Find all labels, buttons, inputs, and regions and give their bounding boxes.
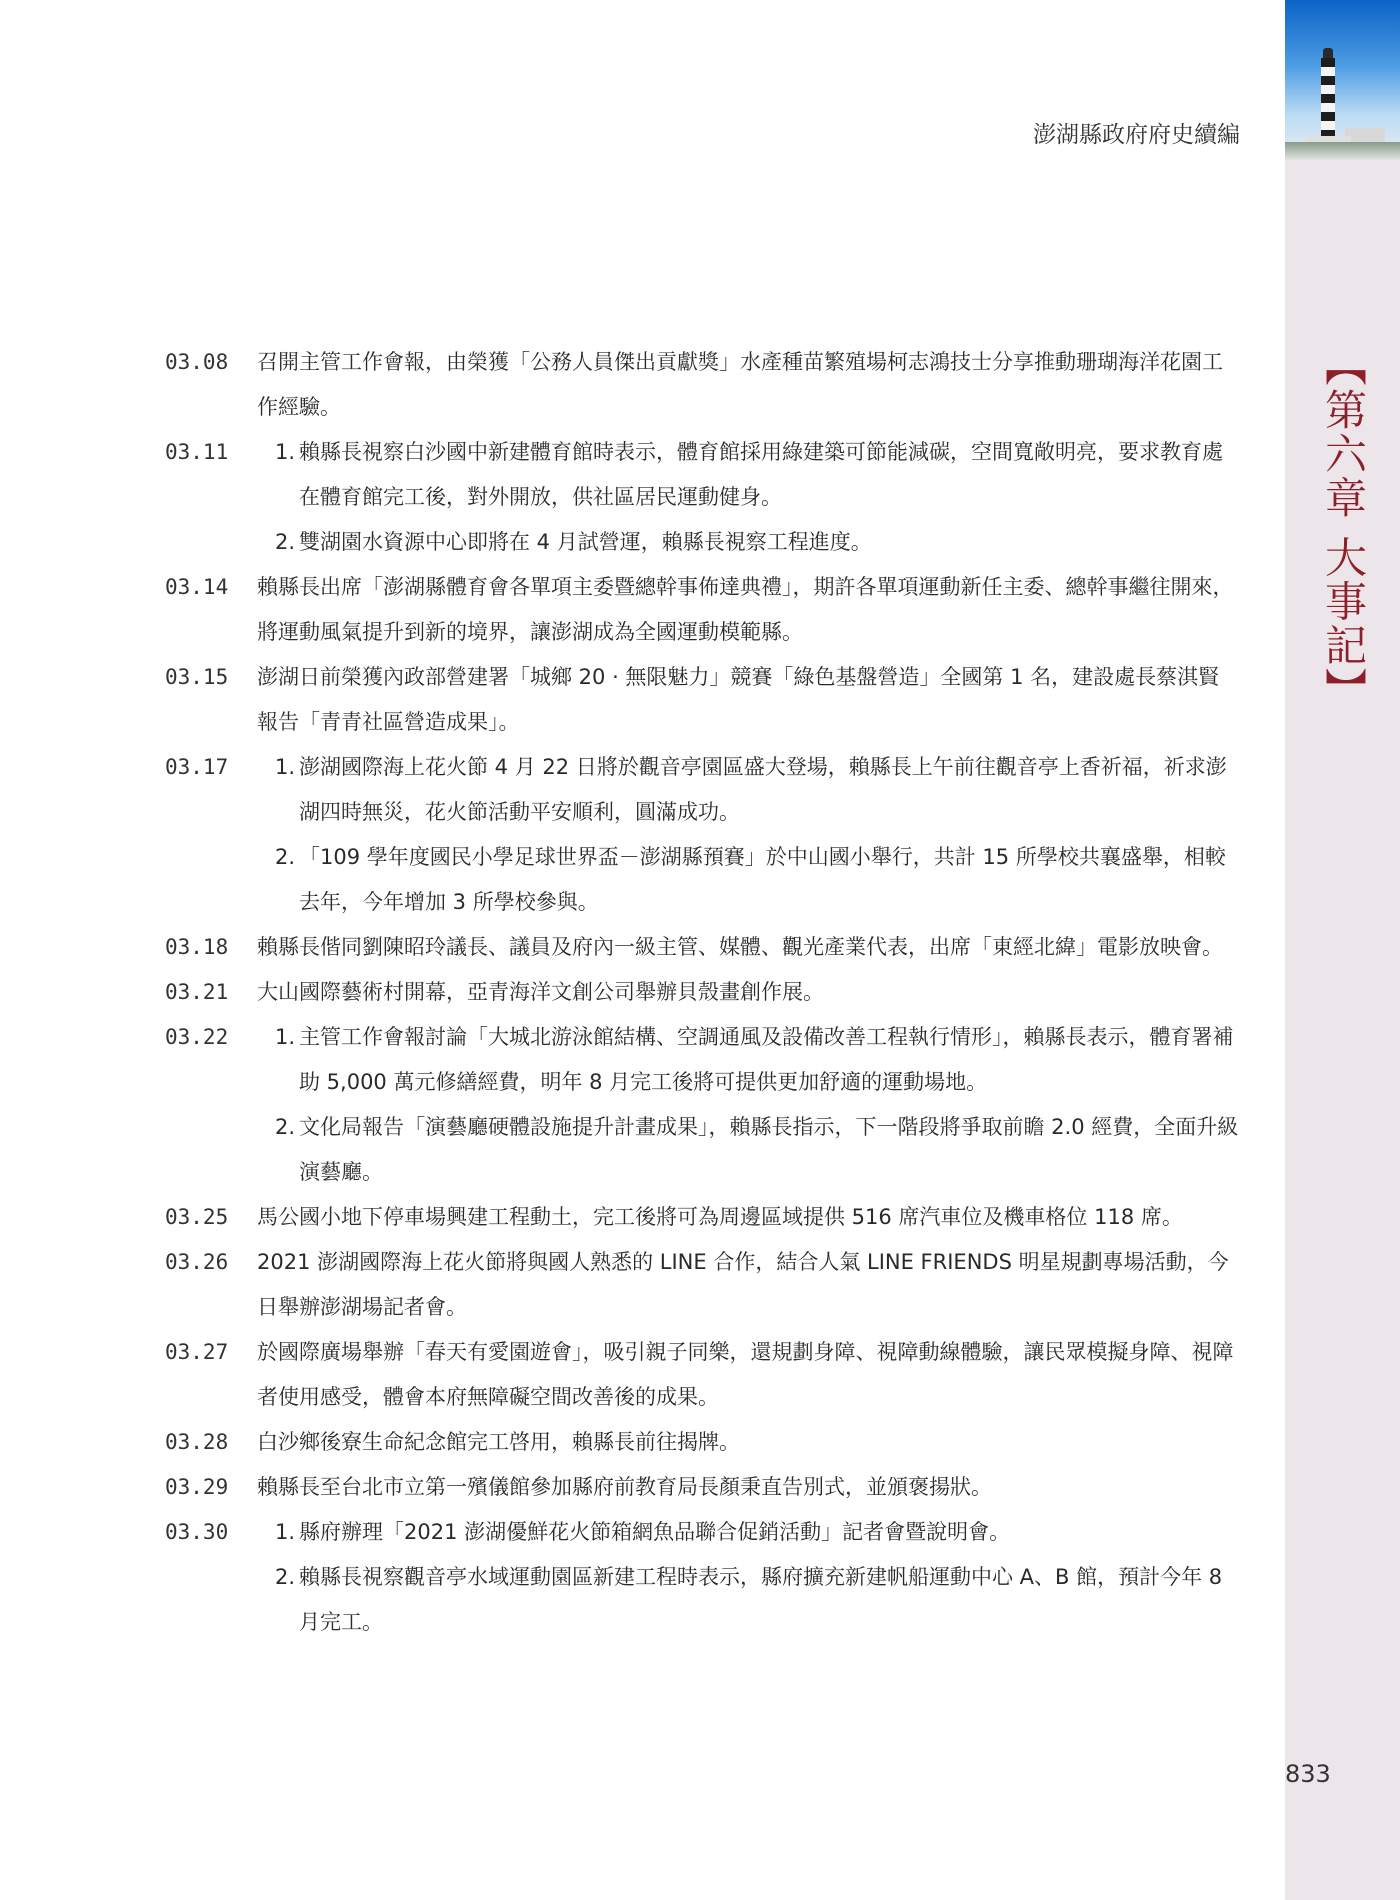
entry-body (257, 340, 1240, 430)
entry-text: 白沙鄉後寮生命紀念館完工啓用，賴縣長前往揭牌。 (257, 1430, 740, 1454)
book-title: 澎湖縣政府府史續編 (1033, 122, 1240, 148)
item-number: 2. (274, 845, 295, 869)
entry-text: 賴縣長偕同劉陳昭玲議長、議員及府內一級主管、媒體、觀光產業代表，出席「東經北緯」電影放映會。 (257, 935, 1223, 959)
entry-body (257, 655, 1240, 745)
chronicle-entry (165, 745, 1240, 925)
item-text: 賴縣長視察觀音亭水域運動園區新建工程時表示，縣府擴充新建帆船運動中心 A、B 館，預計今年 8 月完工。 (299, 1565, 1223, 1634)
entry-date: 03.11 (165, 440, 229, 464)
item-text: 主管工作會報討論「大城北游泳館結構、空調通風及設備改善工程執行情形」，賴縣長表示，體育署補助 5,000 萬元修繕經費，明年 8 月完工後將可提供更加舒適的運動場地。 (299, 1025, 1234, 1094)
entry-date: 03.25 (165, 1205, 229, 1229)
entry-date: 03.15 (165, 665, 229, 689)
item-text: 縣府辦理「2021 澎湖優鮮花火節箱網魚品聯合促銷活動」記者會暨說明會。 (299, 1520, 1011, 1544)
chronicle-list (165, 340, 1240, 1645)
entry-date: 03.18 (165, 935, 229, 959)
entry-item (257, 1105, 1240, 1195)
page-number: 833 (1285, 1760, 1331, 1788)
entry-item (257, 745, 1240, 835)
item-number: 1. (274, 440, 295, 464)
entry-body (257, 565, 1240, 655)
item-number: 1. (274, 755, 295, 779)
entry-body (257, 745, 1240, 925)
entry-text: 賴縣長出席「澎湖縣體育會各單項主委暨總幹事佈達典禮」，期許各單項運動新任主委、總幹事繼往開來，將運動風氣提升到新的境界，讓澎湖成為全國運動模範縣。 (257, 575, 1234, 644)
item-number: 2. (274, 1565, 295, 1589)
entry-text: 澎湖日前榮獲內政部營建署「城鄉 20 · 無限魅力」競賽「綠色基盤營造」全國第 1 名，建設處長蔡淇賢報告「青青社區營造成果」。 (257, 665, 1220, 734)
item-number: 2. (274, 1115, 295, 1139)
entry-item (257, 1015, 1240, 1105)
entry-item (257, 1510, 1240, 1555)
item-text: 賴縣長視察白沙國中新建體育館時表示，體育館採用綠建築可節能減碳，空間寬敞明亮，要求教育處在體育館完工後，對外開放，供社區居民運動健身。 (299, 440, 1223, 509)
chronicle-entry (165, 970, 1240, 1015)
item-number: 2. (274, 530, 295, 554)
entry-date: 03.08 (165, 350, 229, 374)
entry-body (257, 925, 1240, 970)
entry-text: 馬公國小地下停車場興建工程動土，完工後將可為周邊區域提供 516 席汽車位及機車格位 118 席。 (257, 1205, 1183, 1229)
item-number: 1. (274, 1520, 295, 1544)
entry-body (257, 430, 1240, 565)
entry-date: 03.27 (165, 1340, 229, 1364)
chronicle-entry (165, 1420, 1240, 1465)
entry-item (257, 835, 1240, 925)
lighthouse-ground (1285, 142, 1400, 160)
lighthouse-photo (1285, 0, 1400, 160)
item-text: 文化局報告「演藝廳硬體設施提升計畫成果」，賴縣長指示，下一階段將爭取前瞻 2.0 經費，全面升級演藝廳。 (299, 1115, 1239, 1184)
item-text: 雙湖園水資源中心即將在 4 月試營運，賴縣長視察工程進度。 (299, 530, 872, 554)
entry-date: 03.21 (165, 980, 229, 1004)
entry-body (257, 1240, 1240, 1330)
chronicle-entry (165, 1510, 1240, 1645)
entry-text: 大山國際藝術村開幕，亞青海洋文創公司舉辦貝殼畫創作展。 (257, 980, 824, 1004)
chronicle-entry (165, 655, 1240, 745)
entry-text: 召開主管工作會報，由榮獲「公務人員傑出貢獻獎」水產種苗繁殖場柯志鴻技士分享推動珊瑚海洋花園工作經驗。 (257, 350, 1223, 419)
lighthouse-tower (1321, 58, 1335, 140)
chronicle-entry (165, 925, 1240, 970)
entry-date: 03.14 (165, 575, 229, 599)
entry-body (257, 1465, 1240, 1510)
lighthouse-house (1345, 128, 1385, 142)
chapter-title: 【第六章 大事記】 (1319, 344, 1368, 712)
entry-date: 03.17 (165, 755, 229, 779)
chronicle-entry (165, 1465, 1240, 1510)
entry-body (257, 1015, 1240, 1195)
item-text: 「109 學年度國民小學足球世界盃－澎湖縣預賽」於中山國小舉行，共計 15 所學校共襄盛舉，相較去年，今年增加 3 所學校參與。 (299, 845, 1226, 914)
side-strip (1285, 0, 1400, 1900)
entry-body (257, 1420, 1240, 1465)
entry-body (257, 1330, 1240, 1420)
entry-item (257, 430, 1240, 520)
chronicle-entry (165, 1330, 1240, 1420)
entry-body (257, 1195, 1240, 1240)
chronicle-entry (165, 1240, 1240, 1330)
entry-item (257, 520, 1240, 565)
entry-text: 於國際廣場舉辦「春天有愛園遊會」，吸引親子同樂，還規劃身障、視障動線體驗，讓民眾模擬身障、視障者使用感受，體會本府無障礙空間改善後的成果。 (257, 1340, 1234, 1409)
entry-date: 03.30 (165, 1520, 229, 1544)
chronicle-entry (165, 430, 1240, 565)
entry-body (257, 970, 1240, 1015)
item-number: 1. (274, 1025, 295, 1049)
entry-body (257, 1510, 1240, 1645)
entry-date: 03.28 (165, 1430, 229, 1454)
entry-date: 03.22 (165, 1025, 229, 1049)
entry-text: 賴縣長至台北市立第一殯儀館參加縣府前教育局長顏秉直告別式，並頒褒揚狀。 (257, 1475, 992, 1499)
chronicle-entry (165, 1015, 1240, 1195)
item-text: 澎湖國際海上花火節 4 月 22 日將於觀音亭園區盛大登場，賴縣長上午前往觀音亭上香祈福，祈求澎湖四時無災，花火節活動平安順利，圓滿成功。 (299, 755, 1227, 824)
chronicle-entry (165, 340, 1240, 430)
entry-item (257, 1555, 1240, 1645)
chronicle-entry (165, 1195, 1240, 1240)
chronicle-entry (165, 565, 1240, 655)
entry-text: 2021 澎湖國際海上花火節將與國人熟悉的 LINE 合作，結合人氣 LINE FRIENDS 明星規劃專場活動，今日舉辦澎湖場記者會。 (257, 1250, 1229, 1319)
entry-date: 03.26 (165, 1250, 229, 1274)
entry-date: 03.29 (165, 1475, 229, 1499)
